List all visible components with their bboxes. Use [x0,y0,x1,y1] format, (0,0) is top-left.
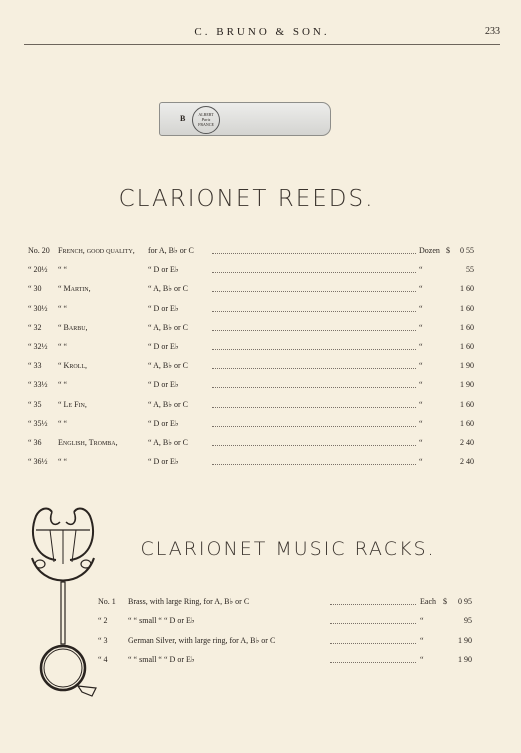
rack-no: “ 4 [98,654,108,664]
header-rule [24,44,500,45]
reed-keys: “ A, B♭ or C [148,438,188,447]
dot-leader [212,426,416,427]
reed-unit: “ [419,457,423,467]
reed-keys: “ D or E♭ [148,380,179,390]
reed-maker: “ “ [58,457,68,467]
dot-leader [212,311,416,312]
reed-maker: “ Barbu, [58,322,88,332]
reed-no: “ 36 [28,438,42,447]
rack-desc: “ “ small “ “ D or E♭ [128,616,195,626]
reed-keys: “ D or E♭ [148,265,179,275]
dot-leader [212,272,416,273]
reed-maker: “ Martin, [58,284,91,294]
dot-leader [212,330,416,331]
rack-desc: “ “ small “ “ D or E♭ [128,654,195,664]
rack-row [0,634,521,648]
reed-unit: “ [419,284,423,294]
rack-unit: “ [420,616,424,626]
reed-price: 1 60 [460,342,474,351]
rack-unit: “ [420,635,424,645]
reed-no: “ 30½ [28,303,48,313]
reed-keys: “ A, B♭ or C [148,284,188,294]
reed-no: “ 36½ [28,457,48,467]
reed-row [0,378,521,392]
rack-price: 1 90 [458,654,472,664]
reed-maker: English, Tromba, [58,438,118,447]
reed-unit: Dozen [419,246,440,255]
page-header [24,26,500,42]
reed-no: “ 32 [28,322,42,332]
reed-keys: “ D or E♭ [148,303,179,313]
reed-price: 1 60 [460,418,474,428]
rack-desc: Brass, with large Ring, for A, B♭ or C [128,597,250,606]
reed-dollar: $ [446,246,450,255]
dot-leader [212,291,416,292]
reed-row [0,417,521,431]
reed-no: “ 30 [28,284,42,294]
reed-no: “ 35½ [28,418,48,428]
reed-unit: “ [419,380,423,390]
reed-grade-letter: B [180,114,186,123]
reed-row [0,398,521,412]
reed-keys: “ A, B♭ or C [148,399,188,409]
rack-unit: “ [420,654,424,664]
reed-unit: “ [419,265,423,275]
reed-keys: “ A, B♭ or C [148,361,188,371]
reed-no: “ 35 [28,399,42,409]
reed-keys: “ A, B♭ or C [148,322,188,332]
rack-no: “ 2 [98,616,108,626]
rack-row [0,614,521,628]
reed-keys: for A, B♭ or C [148,246,194,255]
reed-unit: “ [419,342,423,351]
stamp-line-3: FRANCE [198,122,214,127]
reed-unit: “ [419,418,423,428]
reed-no: No. 20 [28,246,50,255]
rack-unit: Each [420,597,436,606]
reed-maker: “ “ [58,342,68,351]
reed-keys: “ D or E♭ [148,457,179,467]
reed-maker: “ “ [58,418,68,428]
reed-row [0,321,521,335]
rack-dollar: $ [443,597,447,606]
dot-leader [330,604,416,605]
dot-leader [212,368,416,369]
reed-maker: “ Le Fin, [58,399,87,409]
reed-price: 1 60 [460,303,474,313]
reed-maker: “ Kroll, [58,361,87,371]
dot-leader [212,464,416,465]
dot-leader [330,662,416,663]
reed-row [0,455,521,469]
reed-row [0,302,521,316]
reed-price: 55 [466,265,474,275]
reed-maker: “ “ [58,380,68,390]
reed-row [0,340,521,354]
dot-leader [212,349,416,350]
reed-keys: “ D or E♭ [148,418,179,428]
dot-leader [330,643,416,644]
rack-desc: German Silver, with large ring, for A, B♭ or C [128,635,276,645]
rack-price: 0 95 [458,597,472,606]
rack-row [0,595,521,609]
reed-maker: “ “ [58,303,68,313]
reed-price: 1 60 [460,322,474,332]
dot-leader [212,387,416,388]
reed-unit: “ [419,399,423,409]
reed-price: 1 60 [460,399,474,409]
rack-price: 1 90 [458,635,472,645]
reed-no: “ 32½ [28,342,48,351]
rack-no: No. 1 [98,597,116,606]
music-racks-title: CLARIONET MUSIC RACKS. [140,538,436,560]
reed-price: 1 90 [460,380,474,390]
reed-price: 1 60 [460,284,474,294]
rack-row [0,653,521,667]
reed-no: “ 33½ [28,380,48,390]
stamp-line-2: Paris [201,117,211,122]
reed-price: 0 55 [460,246,474,255]
reed-price: 2 40 [460,457,474,467]
reed-row [0,282,521,296]
reed-unit: “ [419,322,423,332]
reed-maker: “ “ [58,265,68,275]
reed-price: 2 40 [460,438,474,447]
reed-unit: “ [419,361,423,371]
reed-no: “ 33 [28,361,42,371]
clarionet-reeds-title: CLARIONET REEDS. [118,186,375,212]
reed-stamp [192,106,220,134]
dot-leader [330,623,416,624]
reed-row [0,436,521,450]
reed-unit: “ [419,303,423,313]
reed-illustration [159,102,331,136]
company-name: C. BRUNO & SON. [194,26,330,38]
reed-maker: French, good quality, [58,246,135,255]
rack-no: “ 3 [98,635,108,645]
dot-leader [212,445,416,446]
reed-row [0,359,521,373]
stamp-line-1: ALBERT [198,112,214,117]
reed-keys: “ D or E♭ [148,342,179,351]
dot-leader [212,407,416,408]
reed-row [0,244,521,258]
reed-row [0,263,521,277]
reed-no: “ 20½ [28,265,48,275]
reed-unit: “ [419,438,423,447]
rack-price: 95 [464,616,472,626]
dot-leader [212,253,416,254]
reed-price: 1 90 [460,361,474,371]
page-number: 233 [485,26,500,37]
